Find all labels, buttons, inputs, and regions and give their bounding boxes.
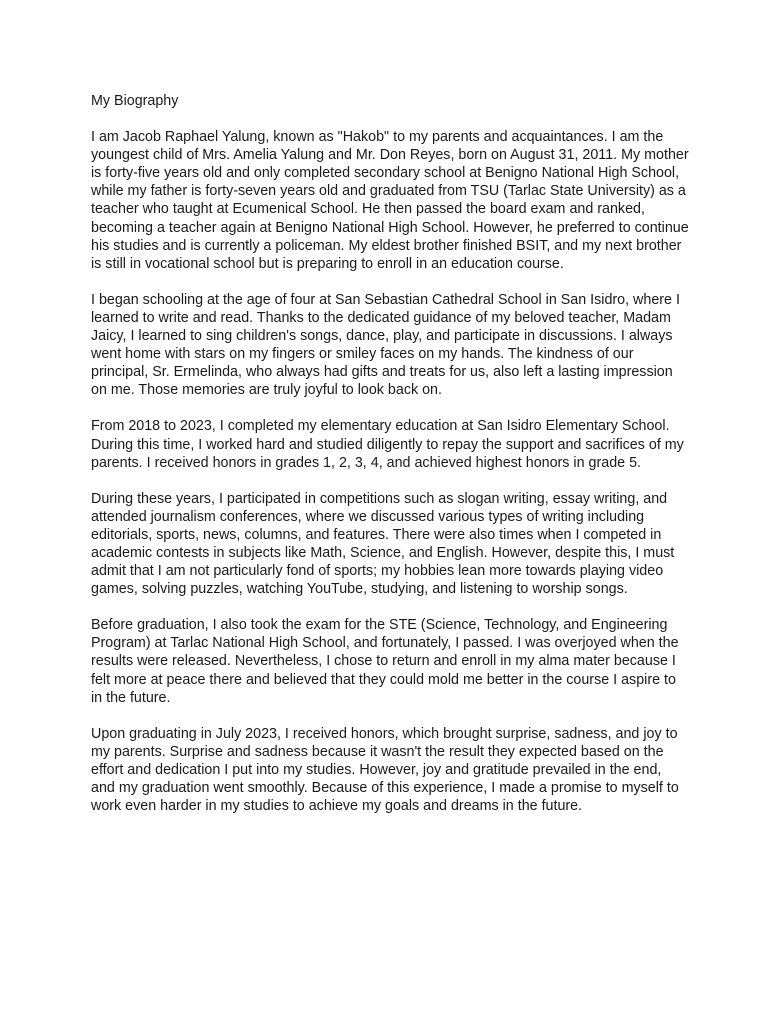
document-body xyxy=(91,92,689,815)
paragraph-family: I am Jacob Raphael Yalung, known as "Hakob" to my parents and acquaintances. I am the youngest child of Mrs. Amelia Yalung and Mr. Don Reyes, born on August 31, 2011. My mother is forty-five years old and only completed secondary school at Benigno National High School, while my father is forty-seven years old and graduated from TSU (Tarlac State University) as a teacher who taught at Ecumenical School. He then passed the board exam and ranked, becoming a teacher again at Benigno National High School. However, he preferred to continue his studies and is currently a policeman. My eldest brother finished BSIT, and my next brother is still in vocational school but is preparing to enroll in an education course. xyxy=(91,129,689,272)
paragraph-ste-exam: Before graduation, I also took the exam for the STE (Science, Technology, and Engineering Program) at Tarlac National High School, and fortunately, I passed. I was overjoyed when the results were released. Nevertheless, I chose to return and enroll in my alma mater because I felt more at peace there and believed that they could mold me better in the course I aspire to in the future. xyxy=(91,617,679,706)
paragraph-graduation: Upon graduating in July 2023, I received honors, which brought surprise, sadness, and joy to my parents. Surprise and sadness because it wasn't the result they expected based on the effort and dedication I put into my studies. However, joy and gratitude prevailed in the end, and my graduation went smoothly. Because of this experience, I made a promise to myself to work even harder in my studies to achieve my goals and dreams in the future. xyxy=(91,725,679,815)
paragraph-competitions: During these years, I participated in competitions such as slogan writing, essay writing, and attended journalism conferences, where we discussed various types of writing including editorials, sports, news, columns, and features. There were also times when I competed in academic contests in subjects like Math, Science, and English. However, despite this, I must admit that I am not particularly fond of sports; my hobbies lean more towards playing video games, solving puzzles, watching YouTube, studying, and listening to worship songs. xyxy=(91,490,675,598)
paragraph-elementary: From 2018 to 2023, I completed my elementary education at San Isidro Elementary School. During this time, I worked hard and studied diligently to repay the support and sacrifices of my parents. I received honors in grades 1, 2, 3, 4, and achieved highest honors in grade 5. xyxy=(91,418,684,471)
document-title: My Biography xyxy=(91,93,179,109)
paragraph-early-schooling: I began schooling at the age of four at San Sebastian Cathedral School in San Isidro, where I learned to write and read. Thanks to the dedicated guidance of my beloved teacher, Madam Jaicy, I learned to sing children's songs, dance, play, and participate in discussions. I always went home with stars on my fingers or smiley faces on my hands. The kindness of our principal, Sr. Ermelinda, who always had gifts and treats for us, also left a lasting impression on me. Those memories are truly joyful to look back on. xyxy=(91,291,680,399)
